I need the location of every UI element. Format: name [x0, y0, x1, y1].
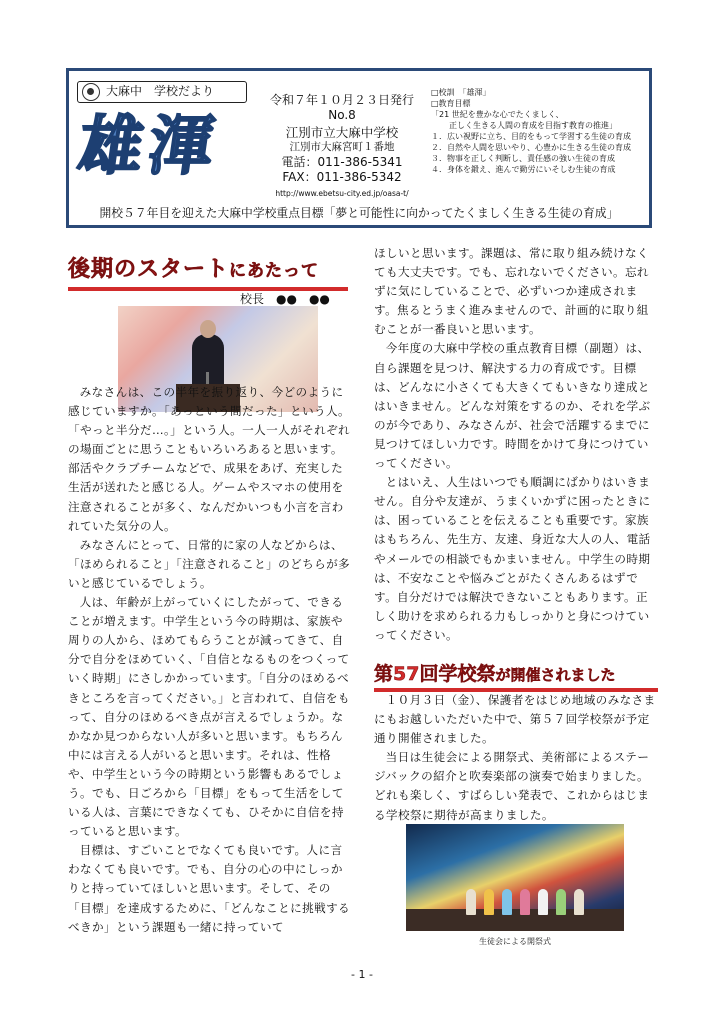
article2-title [374, 660, 658, 692]
motto-line: 正しく生きる人間の育成を目指す教育の推進」 [449, 121, 617, 130]
school-name: 江別市立大麻中学校 [285, 125, 399, 140]
article1-title [68, 253, 348, 291]
photo-student [574, 889, 584, 915]
issue-number: No.8 [328, 108, 356, 122]
paragraph: 今年度の大麻中学校の重点教育目標（副題）は、自ら課題を見つけ、解決する力の育成です。目標は、どんなに小さくても大きくてもいきなり達成とはいきません。どんな対策をするのか、それを学ぶのが今であり、みなさんが、社会で活躍するまでに見つけてほしい力です。時間をかけて身につけていってください。 [374, 341, 651, 471]
motto-line: ２．自然や人間を思いやり、心豊かに生きる生徒の育成 [431, 143, 631, 152]
school-motto [431, 87, 649, 175]
photo-student [520, 889, 530, 915]
paragraph: みなさんは、この半年を振り返り、今どのように感じていますか。「あっという間だった」という人。「やっと半分だ…。」という人。一人一人がそれぞれの場面ごとに思うこともいろいろあると思います。部活やクラブチームなどで、成果をあげ、充実した生活が送れたと感じる人。ゲームやスマホの使用を注意されることが多く、なんだかいつも小言を言われていた気分の人。 [68, 385, 351, 533]
motto-line: ４．身体を鍛え、進んで勤労にいそしむ生徒の育成 [431, 165, 616, 174]
paragraph: 目標は、すごいことでなくても良いです。人に言わなくても良いです。でも、自分の心の中にしっかりと持っていてほしいと思います。そして、その「目標」を達成するために、「どんなことに挑戦するべきか」という課題も一緒に持っていて [68, 843, 351, 934]
paragraph: ほしいと思います。課題は、常に取り組み続けなくても大丈夫です。でも、忘れないでください。忘れずに気にしていることで、必ずいつか達成されます。焦るとうまく進みませんので、計画的に取り組むことが一番良いと思います。 [374, 246, 649, 337]
article2-title-main: 第57回学校祭 [374, 663, 496, 685]
issue-date: 令和７年１０月２３日発行 [269, 93, 414, 107]
photo-caption: 生徒会による開祭式 [479, 937, 551, 946]
masthead-title: 雄渾 [73, 109, 225, 184]
photo-student [466, 889, 476, 915]
paragraph: 人は、年齢が上がっていくにしたがって、できることが増えます。中学生という今の時期は、家族や周りの人から、ほめてもらうことが減ってきて、自分で自分をほめていく、「自信となるものをつくっていく時期」にさしかかっています。「自分のほめるべきところを言ってください。」と言われて、自信をもって、自分のほめるべき点が言えるでしょうか。なかなか見つからない人が多いと思います。もちろん中には言える人がいると思います。それは、性格や、中学生という今の時期という影響もあるでしょう。でも、日ごろから「目標」をもって生活をしている人は、言葉にできなくても、ひそかに自信を持っていると思います。 [68, 595, 350, 839]
motto-line: 「21 世紀を豊かな心でたくましく、 [431, 110, 564, 119]
article1-title-main: 後期のスタート [68, 257, 230, 282]
photo-student [538, 889, 548, 915]
article2-body [374, 691, 658, 825]
photo-student [484, 889, 494, 915]
school-tel: 電話：011-386-5341 [281, 155, 403, 169]
photo-student [502, 889, 512, 915]
school-url[interactable]: http://www.ebetsu-city.ed.jp/oasa-t/ [275, 189, 409, 198]
article1-byline: 校長 ●● ●● [240, 292, 330, 306]
motto-line: □校訓 「雄渾」 [431, 88, 491, 97]
school-fax: FAX：011-386-5342 [282, 170, 402, 184]
motto-line: １．広い視野に立ち、目的をもって学習する生徒の育成 [431, 132, 631, 141]
paragraph: とはいえ、人生はいつでも順調にばかりはいきません。自分や友達が、うまくいかずに困ったときには、困っていることを伝えることも重要です。家族はもちろん、先生方、友達、身近な大人の人、電話やメールでの相談でもかまいません。中学生の時期は、不安なことや悩みごとがたくさんあるはずです。自分だけでは解決できないこともあります。正しく助けを求められる力もしっかりと身につけていってください。 [374, 475, 651, 642]
page-number: - 1 - [351, 968, 373, 981]
motto-line: ３．物事を正しく判断し、責任感の強い生徒の育成 [431, 154, 615, 163]
school-emblem-icon [82, 83, 100, 101]
paragraph: 当日は生徒会による開祭式、美術部によるステージバックの紹介と吹奏楽部の演奏で始まりました。どれも楽しく、すばらしい発表で、これからはじまる学校祭に期待が高まりました。 [374, 750, 650, 822]
school-label-box [77, 81, 247, 103]
photo-stage [406, 909, 624, 931]
school-label: 大麻中 学校だより [106, 84, 215, 98]
goal-banner: 開校５７年目を迎えた大麻中学校重点目標「夢と可能性に向かってたくましく生きる生徒の育成」 [99, 206, 619, 220]
paragraph: １０月３日（金）、保護者をはじめ地域のみなさまにもお越しいただいた中で、第５７回学校祭が予定通り開催されました。 [374, 693, 656, 746]
article1-right-column [374, 244, 658, 645]
photo-person-head [200, 320, 216, 338]
article1-title-sub: にあたって [229, 261, 320, 281]
paragraph: みなさんにとって、日常的に家の人などからは、「ほめられること」「注意されること」のどちらが多いと感じているでしょう。 [68, 537, 351, 590]
issue-info [257, 93, 427, 201]
school-address: 江別市大麻宮町１番地 [289, 141, 395, 153]
motto-line: □教育目標 [431, 99, 471, 108]
photo-student [556, 889, 566, 915]
article2-title-sub: が開催されました [495, 666, 616, 684]
article1-left-column [68, 383, 352, 937]
newsletter-header [66, 68, 652, 228]
opening-ceremony-photo [406, 824, 624, 931]
